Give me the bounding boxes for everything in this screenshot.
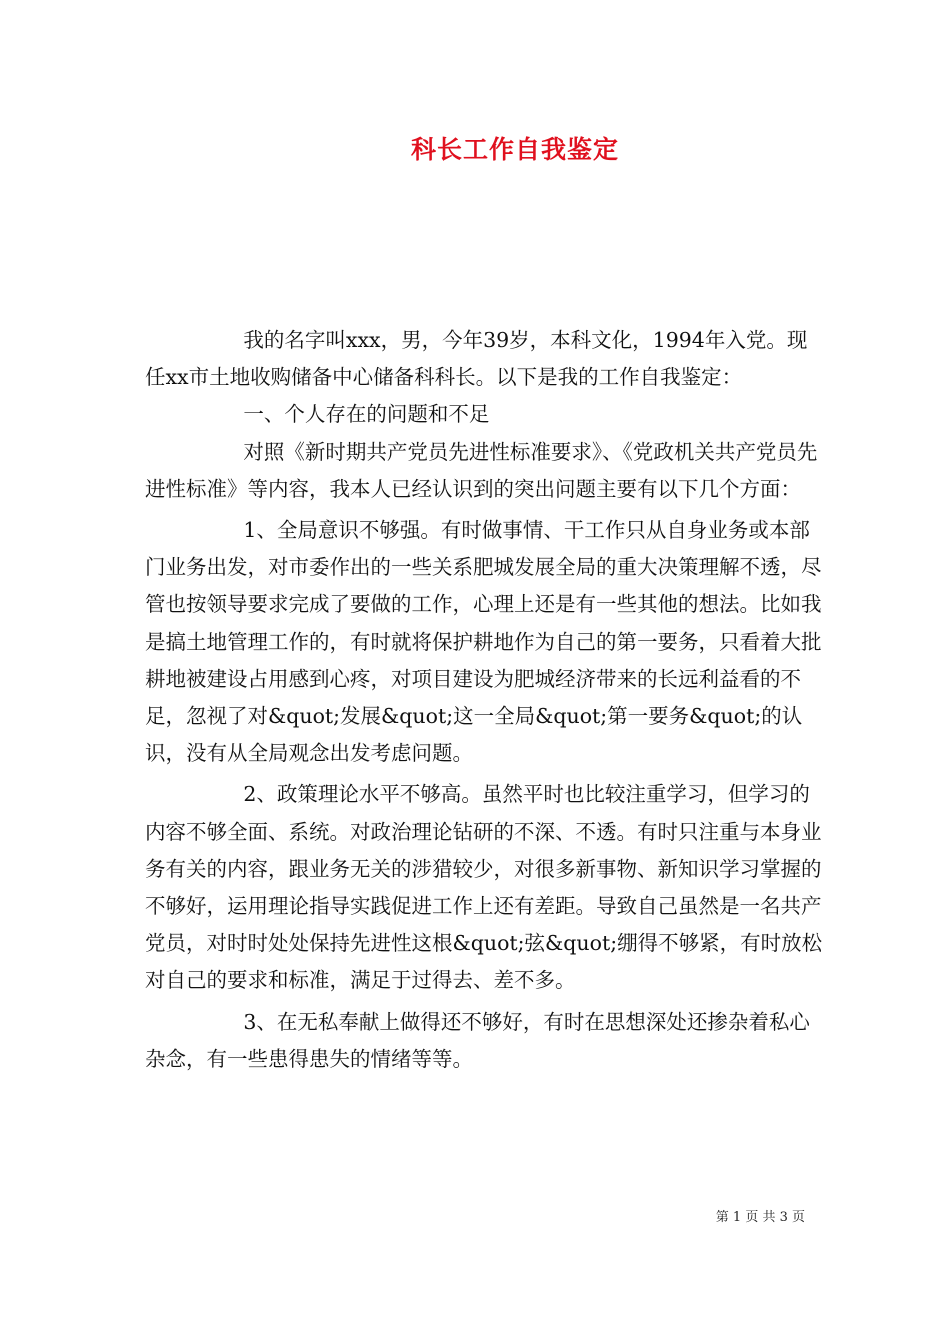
- page-number-footer: 第 1 页 共 3 页: [715, 1210, 805, 1225]
- document-title: 科长工作自我鉴定: [410, 135, 619, 164]
- section-heading: 一、个人存在的问题和不足: [243, 402, 490, 427]
- paragraph-point-1: 1、全局意识不够强。有时做事情、干工作只从自身业务或本部门业务出发，对市委作出的一些关系肥城发展全局的重大决策理解不透，尽管也按领导要求完成了要做的工作，心理上还是有一些其他的想法。比如我是搞土地管理工作的，有时就将保护耕地作为自己的第一要务，只看着大批耕地被建设占用感到心疼，对项目建设为肥城经济带来的长远利益看的不足，忽视了对&quot;发展&quot;这一全局&quot;第一要务&quot;的认识，没有从全局观念出发考虑问题。: [145, 518, 822, 766]
- paragraph-overview: 对照《新时期共产党员先进性标准要求》、《党政机关共产党员先进性标准》等内容，我本人已经认识到的突出问题主要有以下几个方面：: [145, 439, 818, 501]
- document-body: [145, 322, 825, 1078]
- paragraph-point-3: 3、在无私奉献上做得还不够好，有时在思想深处还掺杂着私心杂念，有一些患得患失的情绪等等。: [145, 1009, 810, 1071]
- paragraph-point-2: 2、政策理论水平不够高。虽然平时也比较注重学习，但学习的内容不够全面、系统。对政治理论钻研的不深、不透。有时只注重与本身业务有关的内容，跟业务无关的涉猎较少，对很多新事物、新知识学习掌握的不够好，运用理论指导实践促进工作上还有差距。导致自己虽然是一名共产党员，对时时处处保持先进性这根&quot;弦&quot;绷得不够紧，有时放松对自己的要求和标准，满足于过得去、差不多。: [145, 782, 823, 993]
- paragraph-intro: 我的名字叫xxx，男，今年39岁，本科文化，1994年入党。现任xx市土地收购储备中心储备科科长。以下是我的工作自我鉴定：: [145, 328, 808, 390]
